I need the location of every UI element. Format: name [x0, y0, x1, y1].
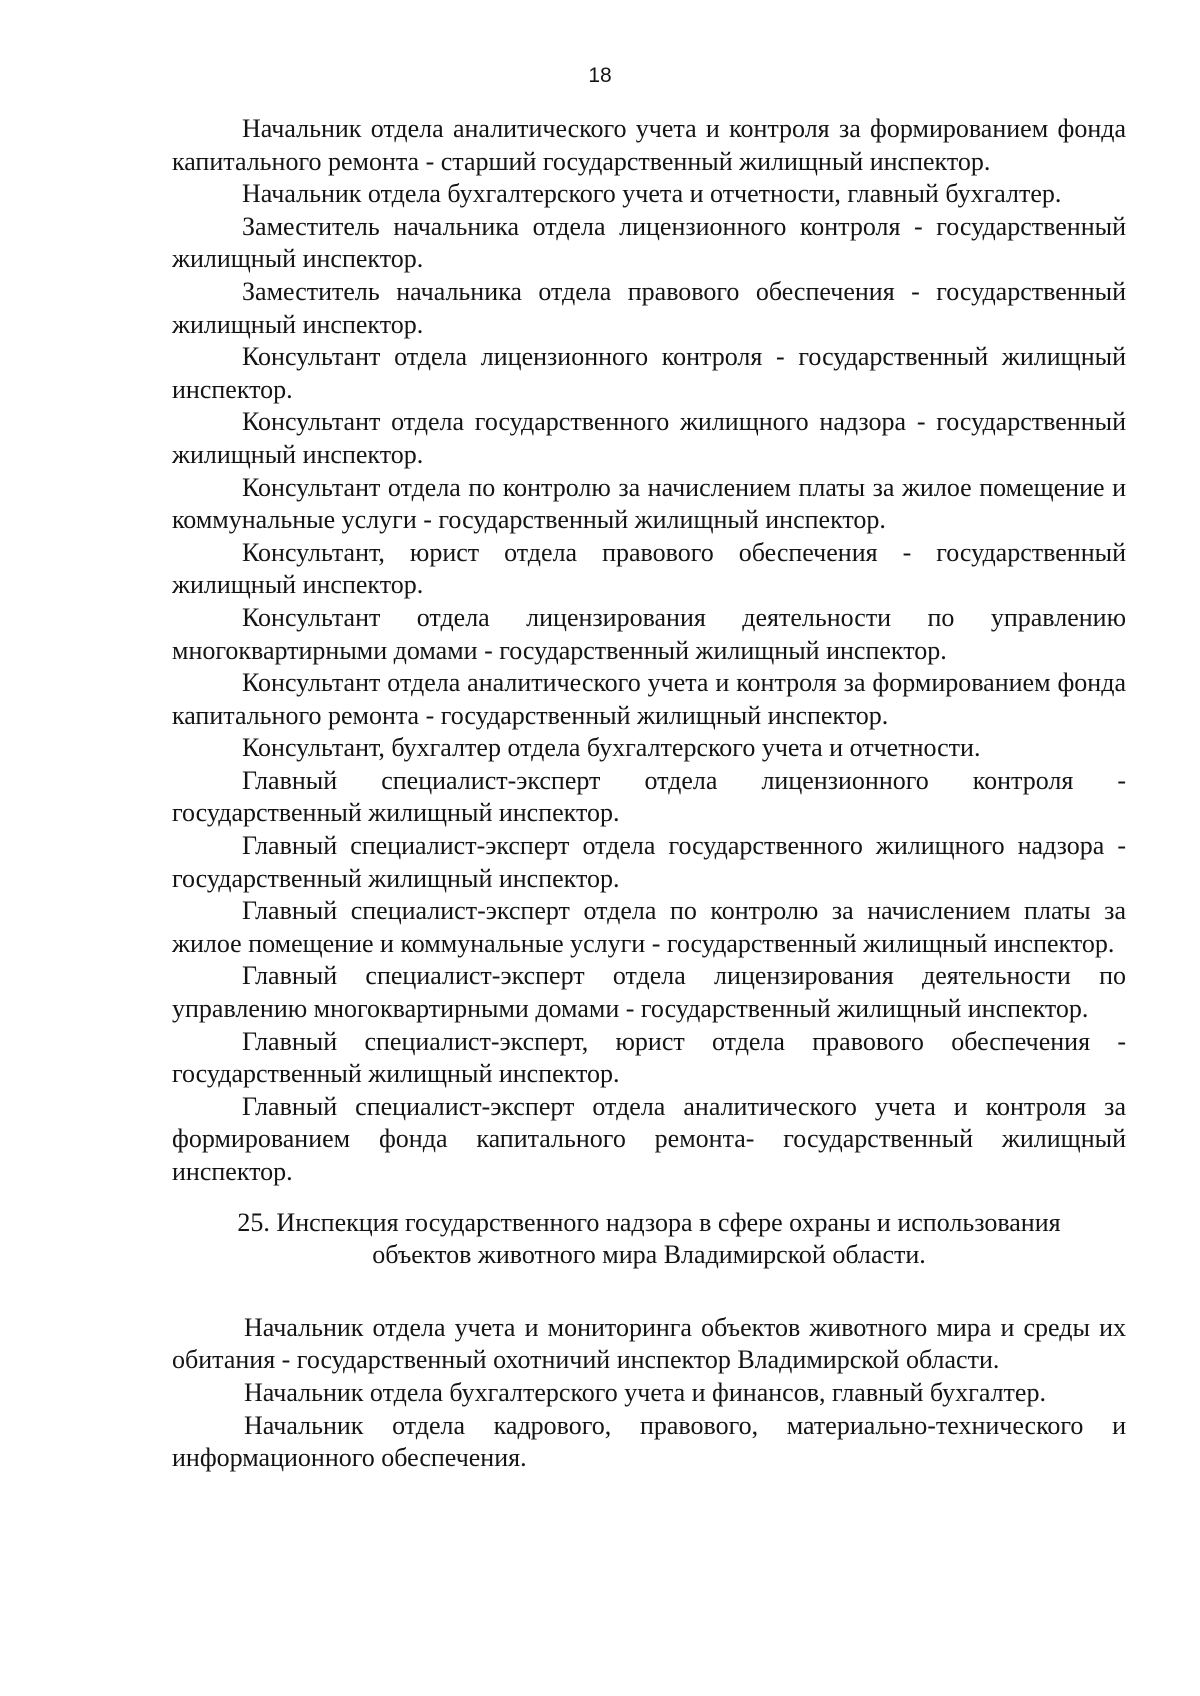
paragraph: Консультант отдела аналитического учета и контроля за формированием фонда капитального ремонта - государственный жилищный инспектор.: [172, 668, 1126, 730]
paragraph: Главный специалист-эксперт отдела лицензионного контроля - государственный жилищный инспектор.: [172, 765, 1126, 828]
section-heading: [172, 1207, 1126, 1272]
paragraph: Консультант отдела государственного жилищного надзора - государственный жилищный инспектор.: [172, 407, 1126, 469]
paragraph: Консультант отдела лицензирования деятельности по управлению многоквартирными домами - государственный жилищный инспектор.: [172, 602, 1126, 665]
paragraph: Начальник отдела учета и мониторинга объектов животного мира и среды их обитания - государственный охотничий инспектор Владимирской области.: [172, 1312, 1126, 1375]
paragraph: Консультант отдела по контролю за начислением платы за жилое помещение и коммунальные услуги - государственный жилищный инспектор.: [172, 472, 1126, 535]
paragraph: Начальник отдела бухгалтерского учета и финансов, главный бухгалтер.: [244, 1377, 1046, 1407]
paragraph: Консультант, бухгалтер отдела бухгалтерского учета и отчетности.: [242, 733, 981, 763]
paragraph: Заместитель начальника отдела правового обеспечения - государственный жилищный инспектор.: [172, 276, 1126, 339]
paragraph: Заместитель начальника отдела лицензионного контроля - государственный жилищный инспектор.: [172, 211, 1126, 274]
section-body: [172, 1312, 1126, 1475]
paragraph: Главный специалист-эксперт отдела по контролю за начислением платы за жилое помещение и коммунальные услуги - государственный жилищный инспектор.: [172, 896, 1126, 958]
paragraph: Главный специалист-эксперт отдела аналитического учета и контроля за формированием фонда капитального ремонта- государственный жилищный инспектор.: [172, 1091, 1126, 1186]
paragraph: Начальник отдела аналитического учета и контроля за формированием фонда капитального ремонта - старший государственный жилищный инспектор.: [172, 114, 1126, 176]
paragraph: Начальник отдела кадрового, правового, материально-технического и информационного обеспечения.: [172, 1410, 1126, 1473]
document-body: [172, 113, 1126, 1475]
section-heading-line: объектов животного мира Владимирской области.: [372, 1240, 926, 1270]
paragraph: Главный специалист-эксперт отдела лицензирования деятельности по управлению многоквартирными домами - государственный жилищный инспектор.: [172, 961, 1126, 1024]
paragraph: Начальник отдела бухгалтерского учета и отчетности, главный бухгалтер.: [242, 179, 1062, 209]
paragraph: Главный специалист-эксперт, юрист отдела правового обеспечения - государственный жилищный инспектор.: [172, 1026, 1126, 1089]
page-number: 18: [588, 64, 612, 87]
section-heading-line: 25. Инспекция государственного надзора в сфере охраны и использования: [237, 1207, 1061, 1237]
paragraph: Консультант отдела лицензионного контроля - государственный жилищный инспектор.: [172, 342, 1126, 404]
paragraph: Главный специалист-эксперт отдела государственного жилищного надзора - государственный жилищный инспектор.: [172, 831, 1126, 893]
paragraph: Консультант, юрист отдела правового обеспечения - государственный жилищный инспектор.: [172, 537, 1126, 600]
